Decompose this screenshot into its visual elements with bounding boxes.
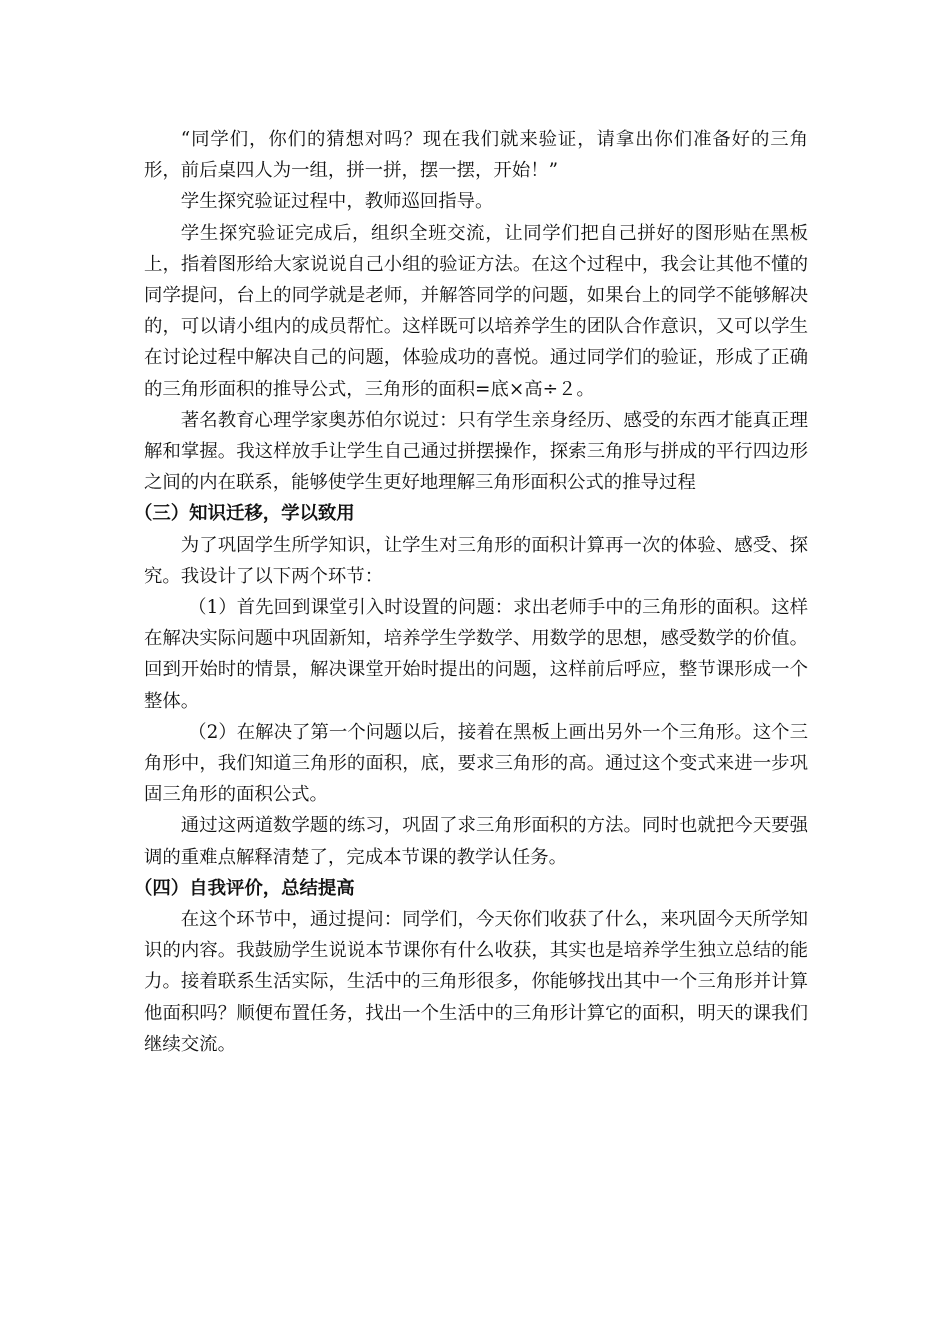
paragraph-student-exploration: 学生探究验证过程中，教师巡回指导。 (180, 191, 494, 213)
section-heading-knowledge-transfer: （三）知识迁移，学以致用 (134, 503, 355, 525)
paragraph-ausubel-quote: 著名教育心理学家奥苏伯尔说过：只有学生亲身经历、感受的东西才能真正理解和掌握。我这样放手让学生自己通过拼摆操作，探索三角形与拼成的平行四边形之间的内在联系，能够使学生更好地理解三角形面积公式的推导过程 (144, 409, 808, 494)
paragraph-consolidation-intro: 为了巩固学生所学知识，让学生对三角形的面积计算再一次的体验、感受、探究。我设计了以下两个环节： (144, 534, 808, 587)
section-heading-self-evaluation: （四）自我评价，总结提高 (134, 877, 355, 899)
paragraph-class-exchange: 学生探究验证完成后，组织全班交流，让同学们把自己拼好的图形贴在黑板上，指着图形给大家说说自己小组的验证方法。在这个过程中，我会让其他不懂的同学提问，台上的同学就是老师，并解答同学的问题，如果台上的同学不能够解决的，可以请小组内的成员帮忙。这样既可以培养学生的团队合作意识，又可以学生在讨论过程中解决自己的问题，体验成功的喜悦。通过同学们的验证，形成了正确的三角形面积的推导公式，三角形的面积=底×高÷２。 (144, 222, 808, 400)
paragraph-teacher-prompt: “同学们，你们的猜想对吗？现在我们就来验证，请拿出你们准备好的三角形，前后桌四人为一组，拼一拼，摆一摆，开始！” (144, 129, 808, 182)
paragraph-step-1: （1）首先回到课堂引入时设置的问题：求出老师手中的三角形的面积。这样在解决实际问题中巩固新知，培养学生学数学、用数学的思想，感受数学的价值。回到开始时的情景，解决课堂开始时提出的问题，这样前后呼应，整节课形成一个整体。 (144, 597, 808, 712)
paragraph-self-evaluation: 在这个环节中，通过提问：同学们，今天你们收获了什么，来巩固今天所学知识的内容。我鼓励学生说说本节课你有什么收获，其实也是培养学生独立总结的能力。接着联系生活实际，生活中的三角形很多，你能够找出其中一个三角形并计算他面积吗？顺便布置任务，找出一个生活中的三角形计算它的面积，明天的课我们继续交流。 (144, 909, 808, 1055)
paragraph-step-2: （2）在解决了第一个问题以后，接着在黑板上画出另外一个三角形。这个三角形中，我们知道三角形的面积，底，要求三角形的高。通过这个变式来进一步巩固三角形的面积公式。 (144, 721, 808, 806)
document-body (134, 124, 808, 1060)
paragraph-practice-summary: 通过这两道数学题的练习，巩固了求三角形面积的方法。同时也就把今天要强调的重难点解释清楚了，完成本节课的教学认任务。 (144, 815, 808, 868)
